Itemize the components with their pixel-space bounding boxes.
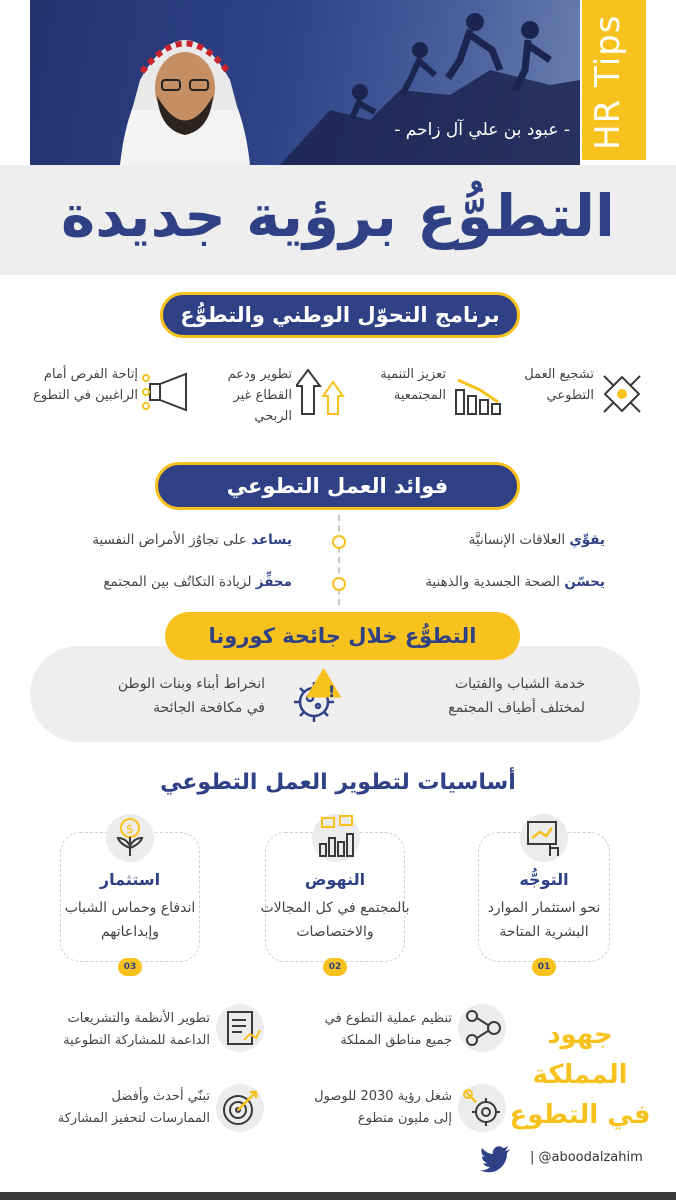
- benefit-verb: محفِّز: [255, 574, 292, 590]
- benefit-text: الصحة الجسدية والذهنية: [425, 574, 565, 590]
- card-line: اندفاع وحماس الشباب: [64, 900, 196, 916]
- program-heading: برنامج التحوّل الوطني والتطوُّع: [160, 292, 520, 338]
- benefit-right-2: [370, 574, 605, 590]
- program-item-1: تشجيع العمل التطوعي: [524, 367, 594, 403]
- target-arrow-icon: [216, 1084, 264, 1132]
- kingdom-heading: [500, 1015, 660, 1135]
- card-line: نحو استثمار الموارد: [487, 900, 601, 916]
- kingdom-heading-line: جهود: [547, 1020, 613, 1050]
- hr-tips-label: HR Tips: [588, 14, 628, 150]
- program-item-4: إتاحة الفرص أمام الراغبين في التطوع: [33, 367, 138, 403]
- benefit-text: على تجاوُز الأمراض النفسية: [92, 532, 252, 548]
- kingdom-line: تنظيم عملية التطوع في: [324, 1011, 452, 1026]
- kingdom-heading-line: المملكة: [532, 1060, 628, 1090]
- author-name: - عبود بن علي آل زاحم -: [394, 120, 570, 140]
- card-line: والاختصاصات: [296, 924, 374, 940]
- benefits-heading: فوائد العمل التطوعي: [155, 462, 520, 510]
- card-number: 01: [532, 958, 556, 976]
- basics-card-3-title: استثمار: [99, 870, 161, 889]
- page-title: التطوُّع برؤية جديدة: [61, 182, 615, 250]
- kingdom-item-1: [280, 1008, 452, 1052]
- program-item-2: تعزيز التنمية المجتمعية: [380, 367, 446, 403]
- basics-card-1-title: التوجُّه: [519, 870, 569, 889]
- twitter-handle[interactable]: | @aboodalzahim: [530, 1150, 643, 1165]
- kingdom-line: إلى مليون متطوع: [357, 1111, 452, 1126]
- bottom-bar: [0, 1192, 676, 1200]
- card-line: البشرية المتاحة: [499, 924, 589, 940]
- benefit-left-1: [40, 532, 292, 548]
- basics-card-2-text: [240, 896, 430, 944]
- author-photo: [110, 10, 260, 165]
- benefit-left-2: [40, 574, 292, 590]
- benefit-dot: [332, 535, 346, 549]
- target-gear-icon: [458, 1084, 506, 1132]
- basics-heading: أساسيات لتطوير العمل التطوعي: [160, 770, 516, 795]
- program-item-3: تطوير ودعم القطاع غير الربحي: [227, 367, 292, 424]
- corona-line: لمختلف أطياف المجتمع: [448, 700, 585, 716]
- basics-card-3-text: [40, 896, 220, 944]
- handshake-icon: [596, 368, 648, 420]
- kingdom-item-3: [280, 1086, 452, 1130]
- kingdom-line: الداعمة للمشاركة التطوعية: [63, 1033, 210, 1048]
- kingdom-item-4: [10, 1086, 210, 1130]
- basics-card-1-text: [468, 896, 620, 944]
- money-plant-icon: [106, 814, 154, 862]
- benefit-text: العلاقات الإنسانيَّة: [468, 532, 570, 548]
- benefit-dot: [332, 577, 346, 591]
- kingdom-line: شغل رؤية 2030 للوصول: [314, 1089, 452, 1104]
- kingdom-line: تبنّي أحدث وأفضل: [111, 1089, 210, 1104]
- growth-chart-icon: [452, 366, 504, 418]
- megaphone-icon: [142, 368, 194, 420]
- corona-line: انخراط أبناء وبنات الوطن: [117, 676, 265, 692]
- corona-line: في مكافحة الجائحة: [153, 700, 265, 716]
- bar-chart-icon: [312, 814, 360, 862]
- svg-text:$: $: [126, 822, 134, 836]
- corona-line: خدمة الشباب والفتيات: [454, 676, 585, 692]
- benefit-text: لزيادة التكاتُف بين المجتمع: [103, 574, 256, 590]
- corona-left-text: [60, 672, 265, 720]
- card-line: وإبداعاتهم: [100, 924, 160, 940]
- hr-tips-strip: [582, 0, 646, 160]
- card-number: 02: [323, 958, 347, 976]
- benefit-verb: يساعد: [251, 532, 292, 548]
- up-arrows-icon: [296, 366, 348, 418]
- touch-screen-icon: [520, 814, 568, 862]
- network-icon: [458, 1004, 506, 1052]
- svg-text:!: !: [328, 682, 336, 701]
- card-line: بالمجتمع في كل المجالات: [260, 900, 410, 916]
- twitter-icon[interactable]: [480, 1145, 512, 1173]
- benefit-verb: يقوِّي: [569, 532, 605, 548]
- benefit-verb: يحسّن: [564, 574, 605, 590]
- kingdom-line: جميع مناطق المملكة: [340, 1033, 452, 1048]
- card-number: 03: [118, 958, 142, 976]
- kingdom-line: تطوير الأنظمة والتشريعات: [67, 1011, 210, 1026]
- kingdom-item-2: [10, 1008, 210, 1052]
- kingdom-line: الممارسات لتحفيز المشاركة: [57, 1111, 210, 1126]
- virus-warning-icon: [290, 668, 356, 728]
- header-banner: [30, 0, 580, 165]
- kingdom-heading-line: في التطوع: [509, 1100, 651, 1130]
- benefits-divider: [338, 515, 340, 605]
- corona-right-text: [380, 672, 585, 720]
- corona-heading: التطوُّع خلال جائحة كورونا: [165, 612, 520, 660]
- document-chart-icon: [216, 1004, 264, 1052]
- basics-card-2-title: النهوض: [304, 870, 366, 889]
- benefit-right-1: [370, 532, 605, 548]
